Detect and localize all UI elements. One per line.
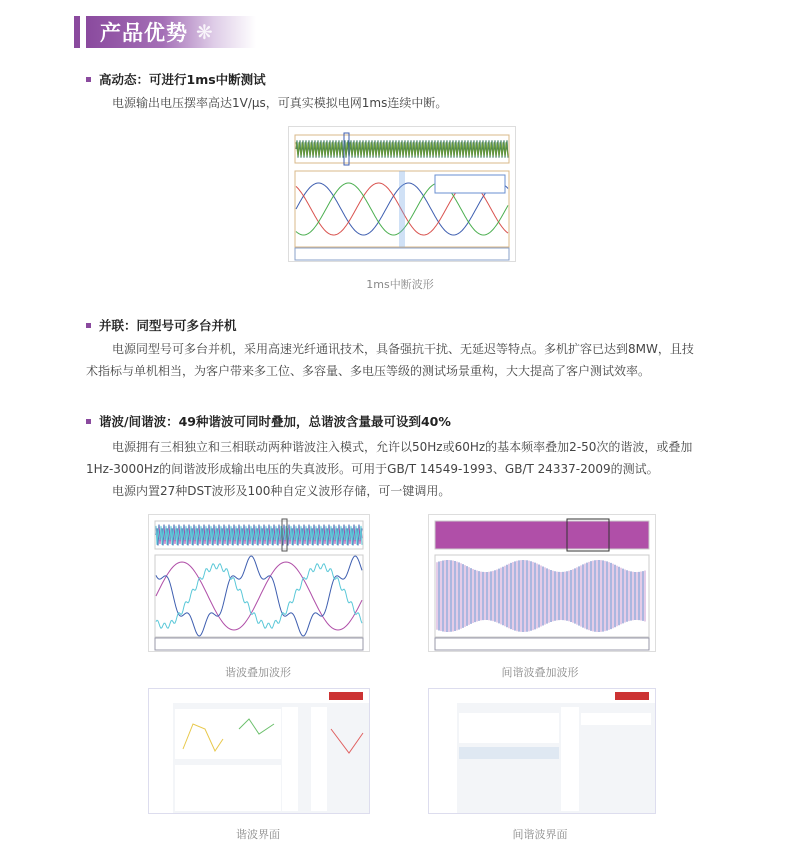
- section-title-text: 并联：同型号可多台并机: [99, 318, 237, 333]
- figure-interharmonic-waveform: [428, 514, 656, 652]
- figure-1ms-interrupt-waveform: [288, 126, 516, 262]
- header-accent-bar: [74, 16, 80, 48]
- section-title-text: 谐波/间谐波：49种谐波可同时叠加，总谐波含量最可设到40%: [99, 414, 451, 429]
- oscilloscope-image: [149, 515, 369, 651]
- bullet-icon: [86, 419, 91, 424]
- paragraph: 1Hz-3000Hz的间谐波形成输出电压的失真波形。可用于GB/T 14549-1993、GB/T 24337-2009的测试。: [86, 462, 659, 476]
- paragraph: 电源同型号可多台并机，采用高速光纤通讯技术，具备强抗干扰、无延迟等特点。多机扩容已达到8MW，且技: [112, 342, 694, 356]
- section-title-text: 高动态：可进行1ms中断测试: [99, 72, 266, 87]
- section-title-dynamic: [86, 70, 266, 88]
- figure-caption: 间谐波叠加波形: [501, 666, 579, 679]
- snowflake-icon: ❋: [196, 20, 213, 44]
- paragraph: 电源内置27种DST波形及100种自定义波形存储，可一键调用。: [112, 484, 451, 498]
- oscilloscope-image: [289, 127, 515, 261]
- section-title-parallel: [86, 316, 237, 334]
- software-screenshot-image: [429, 689, 655, 813]
- figure-harmonic-ui: [148, 688, 370, 814]
- oscilloscope-image: [429, 515, 655, 651]
- figure-interharmonic-ui: [428, 688, 656, 814]
- figure-caption: 谐波叠加波形: [225, 666, 291, 679]
- figure-harmonic-waveform: [148, 514, 370, 652]
- paragraph: 电源输出电压摆率高达1V/μs，可真实模拟电网1ms连续中断。: [112, 96, 448, 110]
- paragraph: 电源拥有三相独立和三相联动两种谐波注入模式，允许以50Hz或60Hz的基本频率叠加2-50次的谐波，或叠加: [112, 440, 693, 454]
- header-banner: [86, 16, 256, 48]
- software-screenshot-image: [149, 689, 369, 813]
- page-title: 产品优势: [100, 21, 188, 45]
- paragraph: 术指标与单机相当，为客户带来多工位、多容量、多电压等级的测试场景重构，大大提高了客户测试效率。: [86, 364, 651, 378]
- bullet-icon: [86, 77, 91, 82]
- section-header: [74, 16, 256, 48]
- bullet-icon: [86, 323, 91, 328]
- figure-caption: 间谐波界面: [512, 828, 568, 841]
- figure-caption: 1ms中断波形: [366, 278, 434, 291]
- section-title-harmonic: [86, 412, 451, 430]
- figure-caption: 谐波界面: [236, 828, 280, 841]
